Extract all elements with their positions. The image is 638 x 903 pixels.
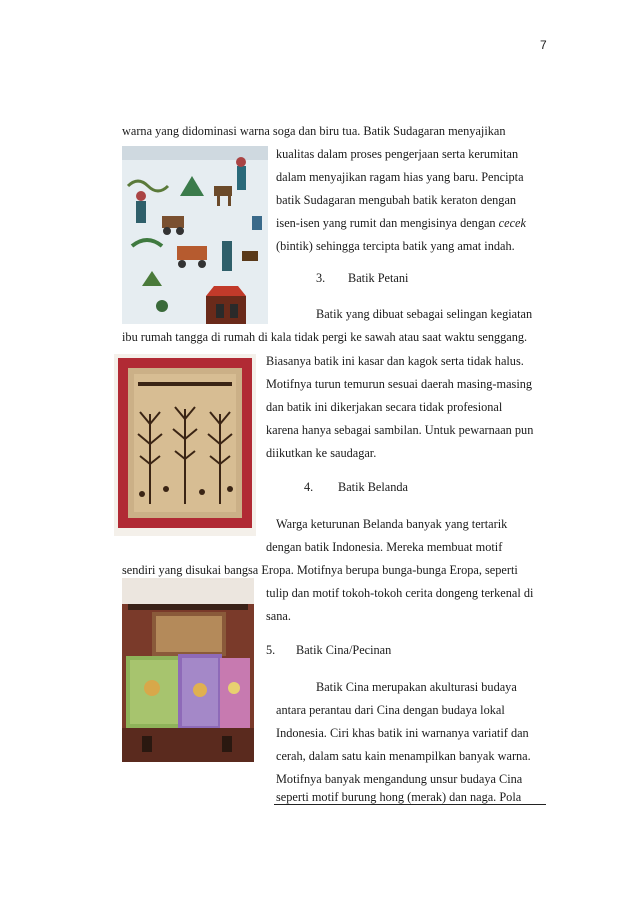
page-number: 7 [540,38,547,52]
paragraph-line: Indonesia. Ciri khas batik ini warnanya variatif dan [276,726,529,740]
heading-number: 5. [266,643,276,657]
paragraph-line: Motifnya turun temurun sesuai daerah masing-masing [266,377,533,391]
batik-petani-image [114,354,256,536]
paragraph-line: kualitas dalam proses pengerjaan serta kerumitan [276,147,519,161]
paragraph-line: sendiri yang disukai bangsa Eropa. Motifnya berupa bunga-bunga Eropa, seperti [122,563,518,577]
paragraph-line: dan batik ini dikerjakan secara tidak profesional [266,400,503,414]
paragraph-line: cerah, dalam satu kain menampilkan banyak warna. [276,749,531,763]
section-heading: Batik Petani [348,271,409,285]
paragraph-line: Batik yang dibuat sebagai selingan kegiatan [316,307,533,321]
heading-number: 3. [316,271,326,285]
paragraph-line: Warga keturunan Belanda banyak yang tertarik [276,517,508,531]
paragraph-line: karena hanya sebagai sambilan. Untuk pewarnaan pun [266,423,534,437]
paragraph-line: dengan batik Indonesia. Mereka membuat motif [266,540,503,554]
paragraph-line [276,216,526,230]
section-heading: Batik Belanda [338,480,409,494]
paragraph-line: ibu rumah tangga di rumah di kala tidak pergi ke sawah atau saat waktu senggang. [122,330,528,344]
paragraph-line: tulip dan motif tokoh-tokoh cerita dongeng terkenal di [266,586,534,600]
footer-rule [274,804,546,805]
italic-term: cecek [498,216,526,230]
paragraph-line: batik Sudagaran mengubah batik keraton dengan [276,193,517,207]
paragraph-line: (bintik) sehingga tercipta batik yang amat indah. [276,239,515,253]
paragraph-line: dalam menyajikan ragam hias yang baru. Pencipta [276,170,524,184]
paragraph-line: sana. [266,609,291,623]
paragraph-line: antara perantau dari Cina dengan budaya lokal [276,703,505,717]
text-segment: isen-isen yang rumit dan mengisinya dengan [276,216,499,230]
heading-number: 4. [304,480,314,494]
paragraph-line: diikutkan ke saudagar. [266,446,377,460]
paragraph-line: Motifnya banyak mengandung unsur budaya Cina [276,772,523,786]
section-heading: Batik Cina/Pecinan [296,643,392,657]
paragraph-line: Biasanya batik ini kasar dan kagok serta tidak halus. [266,354,524,368]
batik-sudagaran-image [122,146,268,324]
paragraph-line: warna yang didominasi warna soga dan biru tua. Batik Sudagaran menyajikan [122,124,506,138]
batik-cina-image [122,578,254,762]
paragraph-line: Batik Cina merupakan akulturasi budaya [316,680,517,694]
paragraph-line: seperti motif burung hong (merak) dan naga. Pola [276,790,522,804]
